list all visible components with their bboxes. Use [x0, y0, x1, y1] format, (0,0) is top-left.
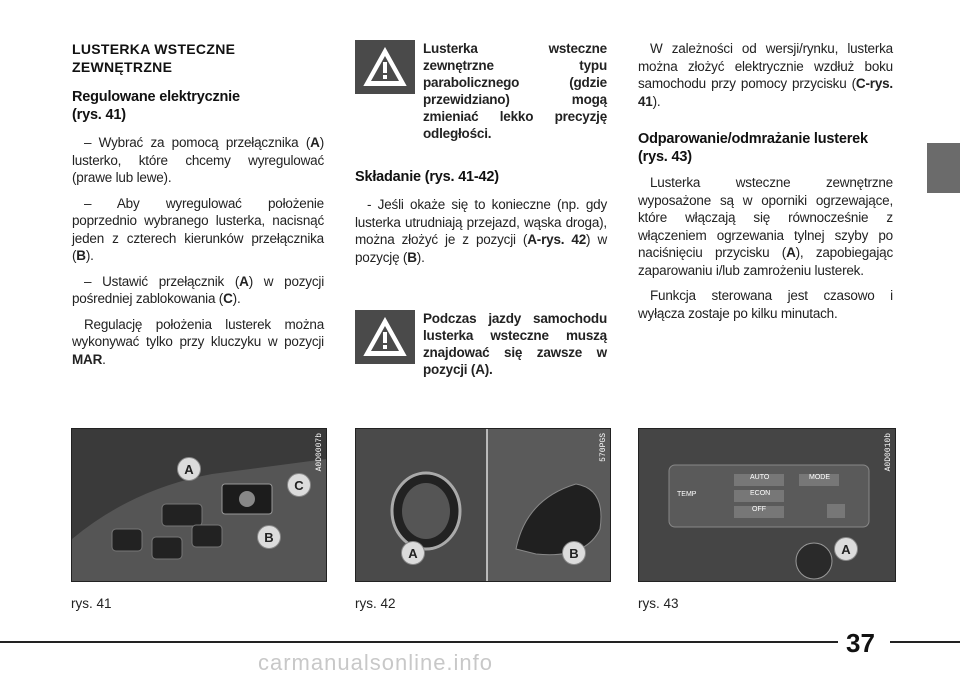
- paragraph: Funkcja sterowana jest czasowo i wyłącza zostaje po kilku minutach.: [638, 288, 893, 321]
- warning-icon: [355, 40, 415, 94]
- figure-41-photo: [71, 428, 327, 582]
- paragraph: Lusterka wsteczne zewnętrzne wyposażone są w oporniki ogrzewające, które włączają się równocześnie z włączeniem ogrzewania tylnej szyby po naciśnięciu przycisku (A), zapobiegając zaparowaniu i/lub zamrożeniu lusterek.: [638, 175, 893, 278]
- paragraph: W zależności od wersji/rynku, lusterka można złożyć elektrycznie wzdłuż boku samochodu przy pomocy przycisku (C-rys. 41).: [638, 41, 893, 109]
- paragraph: - Jeśli okaże się to konieczne (np. gdy lusterka utrudniają przejazd, wąska droga), można złożyć je z pozycji (A-rys. 42) w pozycję (B).: [355, 197, 608, 265]
- label-b: B: [562, 541, 586, 565]
- figure-caption: rys. 41: [71, 596, 112, 611]
- figure-43-photo: [638, 428, 896, 582]
- figure-caption: rys. 42: [355, 596, 396, 611]
- label-a: A: [401, 541, 425, 565]
- watermark: carmanualsonline.info: [258, 650, 494, 675]
- figure-42-photo: [355, 428, 611, 582]
- figure-caption: rys. 43: [638, 596, 679, 611]
- warning-box: [355, 40, 607, 142]
- label-b: B: [257, 525, 281, 549]
- warning-icon: [355, 310, 415, 364]
- figure-code: A0D0010b: [884, 433, 893, 472]
- paragraph: – Ustawić przełącznik (A) w pozycji pośredniej zablokowania (C).: [72, 273, 324, 306]
- panel-mode: MODE: [809, 474, 830, 481]
- label-a: A: [834, 537, 858, 561]
- section-title: LUSTERKA WSTECZNE ZEWNĘTRZNE: [72, 41, 236, 75]
- paragraph: – Aby wyregulować położenie poprzednio wybranego lusterka, nacisnąć jeden z czterech kierunków przełącznika (B).: [72, 195, 324, 263]
- page-number: 37: [846, 628, 875, 658]
- panel-econ: ECON: [750, 490, 771, 497]
- label-c: C: [287, 473, 311, 497]
- warning-text: Podczas jazdy samochodu lusterka wsteczne muszą znajdować się zawsze w pozycji (A).: [423, 311, 607, 377]
- paragraph: – Wybrać za pomocą przełącznika (A) lusterko, które chcemy wyregulować (prawe lub lewe).: [72, 135, 324, 185]
- footer-rule: [890, 641, 960, 643]
- subsection-title: Odparowanie/odmrażanie lusterek (rys. 43): [638, 131, 868, 165]
- chapter-tab: [927, 143, 960, 193]
- column-2: [355, 40, 607, 378]
- figure-code: 570PGS: [599, 433, 608, 462]
- label-a: A: [177, 457, 201, 481]
- panel-temp: TEMP: [677, 491, 697, 498]
- warning-text: Lusterka wsteczne zewnętrzne typu parabolicznego (gdzie przewidziano) mogą zmieniać lekko precyzję odległości.: [423, 41, 607, 141]
- column-1: [72, 40, 324, 376]
- panel-off: OFF: [752, 506, 766, 513]
- figure-code: A0D0007b: [315, 433, 324, 472]
- subsection-title: Składanie (rys. 41-42): [355, 169, 499, 185]
- paragraph: Regulację położenia lusterek można wykonywać tylko przy kluczyku w pozycji MAR.: [72, 316, 324, 367]
- subsection-title: Regulowane elektrycznie (rys. 41): [72, 89, 240, 123]
- column-3: [638, 40, 893, 330]
- panel-auto: AUTO: [750, 474, 770, 481]
- footer-rule: [0, 641, 838, 643]
- warning-box: [355, 310, 607, 378]
